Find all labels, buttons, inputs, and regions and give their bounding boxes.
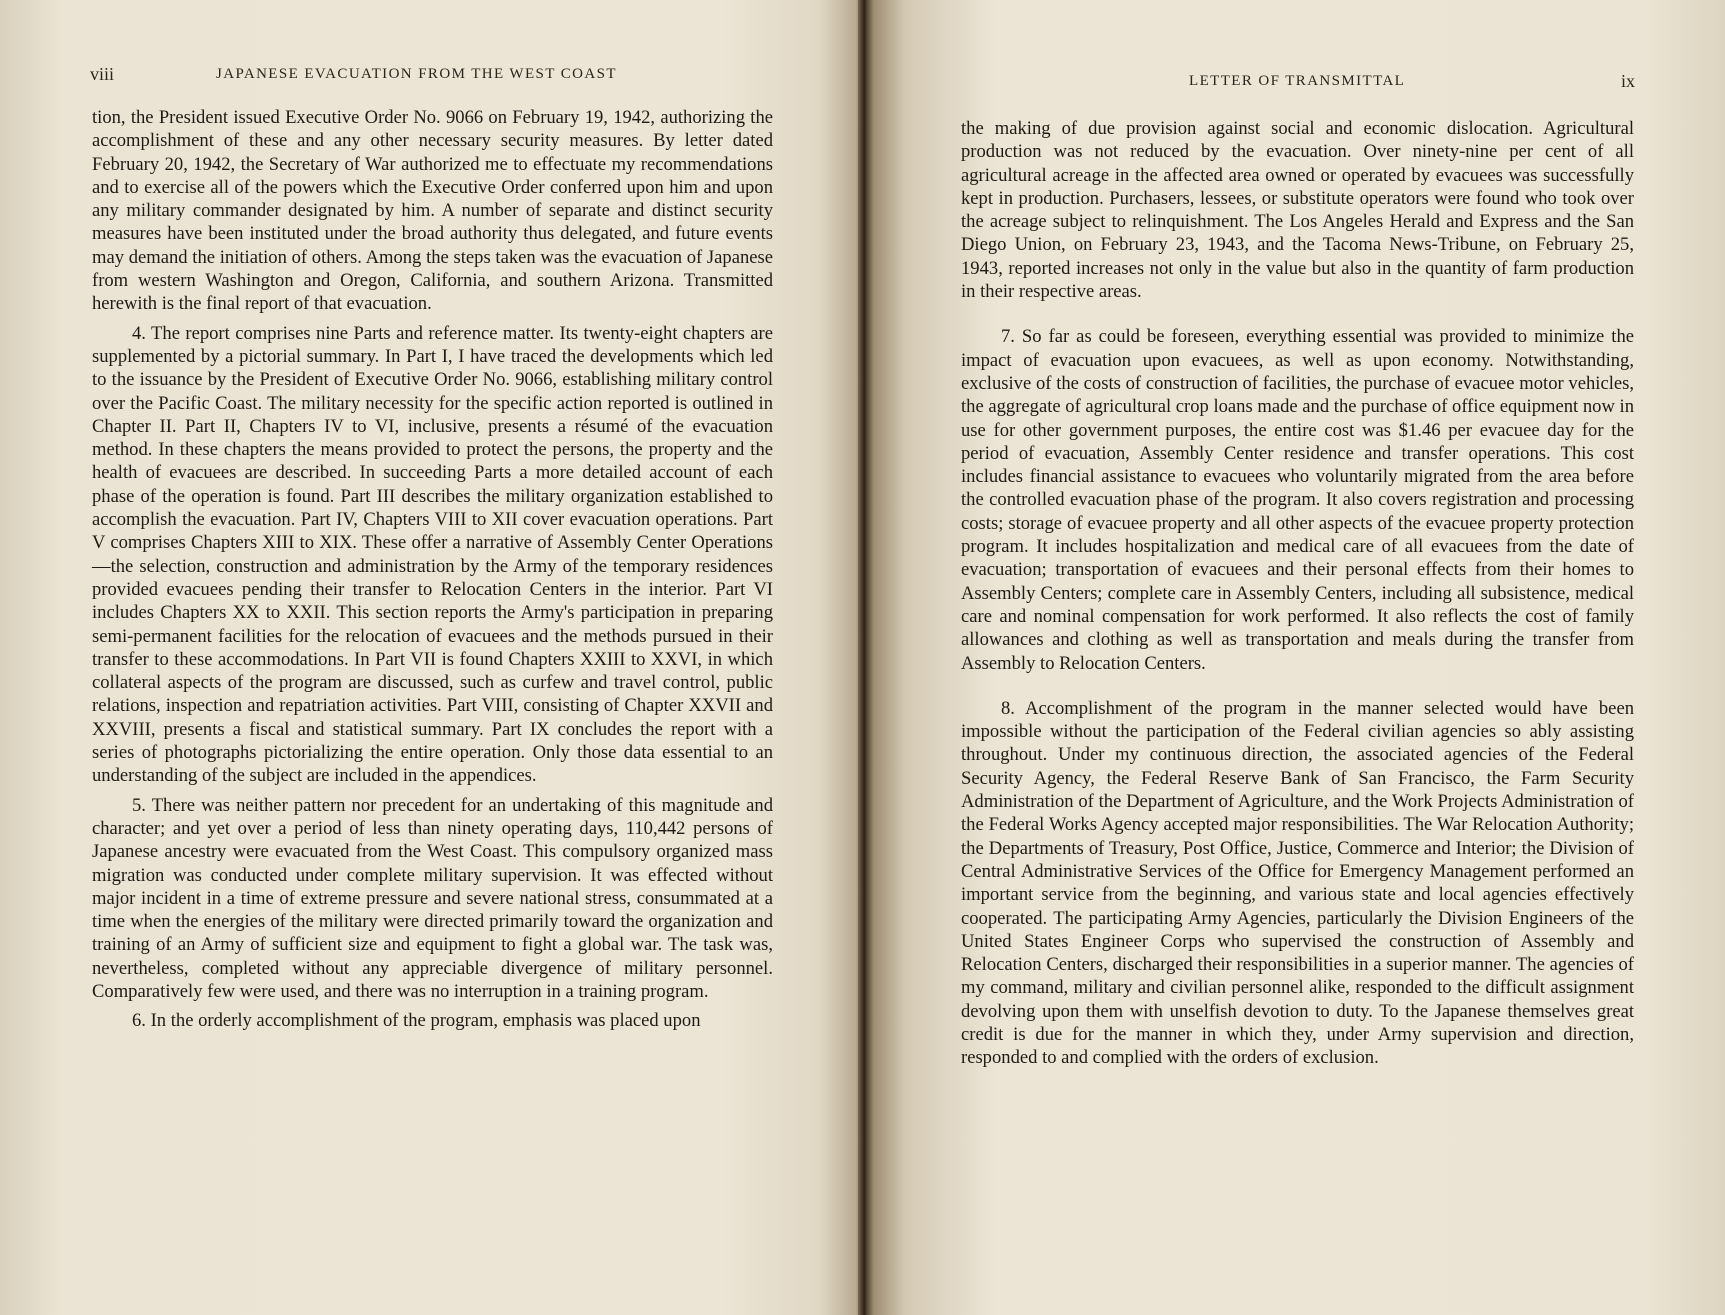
- paragraph-5: 5. There was neither pattern nor precedent for an undertaking of this magnitude and character; and yet over a period of less than ninety operating days, 110,442 persons of Japanese ancestry were evacuated from the West Coast. This compulsory organized mass migration was conducted under complete military supervision. It was effected without major incident in a time of extreme pressure and severe national stress, consummated at a time when the energies of the military were directed primarily toward the organization and training of an Army of sufficient size and equipment to fight a global war. The task was, nevertheless, completed without any appreciable divergence of military personnel. Comparatively few were used, and there was no interruption in a training program.: [92, 794, 773, 1002]
- paragraph-4: 4. The report comprises nine Parts and reference matter. Its twenty-eight chapters are supplemented by a pictorial summary. In Part I, I have traced the developments which led to the issuance by the President of Executive Order No. 9066, establishing military control over the Pacific Coast. The military necessity for the specific action reported is outlined in Chapter II. Part II, Chapters IV to VI, inclusive, presents a résumé of the evacuation method. In these chapters the means provided to protect the persons, the property and the health of evacuees are described. In succeeding Parts a more detailed account of each phase of the operation is found. Part III describes the military organization established to accomplish the evacuation. Part IV, Chapters VIII to XII cover evacuation operations. Part V comprises Chapters XIII to XIX. These offer a narrative of Assembly Center Operations—the selection, construction and administration by the Army of the temporary residences provided evacuees pending their transfer to Relocation Centers in the interior. Part VI includes Chapters XX to XXII. This section reports the Army's participation in preparing semi-permanent facilities for the relocation of evacuees and the methods pursued in their transfer to these accommodations. In Part VII is found Chapters XXIII to XXVI, in which collateral aspects of the program are discussed, such as curfew and travel control, public relations, inspection and repatriation activities. Part VIII, consisting of Chapter XXVII and XXVIII, presents a fiscal and statistical summary. Part IX concludes the report with a series of photographs pictorializing the entire operation. Only those data essential to an understanding of the subject are included in the appendices.: [92, 322, 773, 787]
- page-number-right: ix: [1621, 71, 1636, 91]
- left-page-body: [92, 106, 773, 1033]
- paragraph-8: 8. Accomplishment of the program in the manner selected would have been impossible without the participation of the Federal civilian agencies so ably assisting throughout. Under my continuous direction, the associated agencies of the Federal Security Agency, the Federal Reserve Bank of San Francisco, the Farm Security Administration of the Department of Agriculture, and the Work Projects Administration of the Federal Works Agency accepted major responsibilities. The War Relocation Authority; the Departments of Treasury, Post Office, Justice, Commerce and Interior; the Division of Central Administrative Services of the Office for Emergency Management performed an important service from the beginning, and various state and local agencies effectively cooperated. The participating Army Agencies, particularly the Division Engineers of the United States Engineer Corps who supervised the construction of Assembly and Relocation Centers, discharged their responsibilities in a superior manner. The agencies of my command, military and civilian personnel alike, responded to the difficult assignment devolving upon them with unselfish devotion to duty. To the Japanese themselves great credit is due for the manner in which they, under Army supervision and direction, responded to and complied with the orders of exclusion.: [961, 697, 1634, 1069]
- page-number-left: viii: [90, 64, 115, 84]
- paragraph-6-start: 6. In the orderly accomplishment of the program, emphasis was placed upon: [132, 1010, 701, 1032]
- running-head-left: JAPANESE EVACUATION FROM THE WEST COAST: [216, 66, 617, 82]
- right-page-body: [961, 117, 1634, 1070]
- paragraph-6-continuation: the making of due provision against social and economic dislocation. Agricultural production was not reduced by the evacuation. Over ninety-nine per cent of all agricultural acreage in the affected area owned or operated by evacuees was successfully kept in production. Purchasers, lessees, or substitute operators were found who took over the acreage subject to relinquishment. The Los Angeles Herald and Express and the San Diego Union, on February 23, 1943, and the Tacoma News-Tribune, on February 25, 1943, reported increases not only in the value but also in the quantity of farm production in their respective areas.: [961, 118, 1634, 303]
- paragraph-continuation: tion, the President issued Executive Order No. 9066 on February 19, 1942, authorizing the accomplishment of these and any other necessary security measures. By letter dated February 20, 1942, the Secretary of War authorized me to effectuate my recommendations and to exercise all of the powers which the Executive Order conferred upon him and upon any military commander designated by him. A number of separate and distinct security measures have been instituted under the broad authority thus delegated, and future events may demand the initiation of others. Among the steps taken was the evacuation of Japanese from western Washington and Oregon, California, and southern Arizona. Transmitted herewith is the final report of that evacuation.: [92, 107, 773, 315]
- running-head-right: LETTER OF TRANSMITTAL: [1189, 73, 1406, 89]
- paragraph-7: 7. So far as could be foreseen, everything essential was provided to minimize the impact of evacuation upon evacuees, as well as upon economy. Notwithstanding, exclusive of the costs of construction of facilities, the purchase of evacuee motor vehicles, the aggregate of agricultural crop loans made and the purchase of office equipment now in use for other government purposes, the entire cost was $1.46 per evacuee day for the period of evacuation, Assembly Center residence and transfer operations. This cost includes financial assistance to evacuees who voluntarily migrated from the area before the controlled evacuation phase of the program. It also covers registration and processing costs; storage of evacuee property and all other aspects of the evacuee property protection program. It includes hospitalization and medical care of all evacuees from the date of evacuation; transportation of evacuees and their personal effects from their homes to Assembly Centers; complete care in Assembly Centers, including all subsistence, medical care and nominal compensation for work performed. It also reflects the cost of family allowances and clothing as well as transportation and meals during the transfer from Assembly to Relocation Centers.: [961, 326, 1634, 674]
- right-page: [866, 0, 1725, 1315]
